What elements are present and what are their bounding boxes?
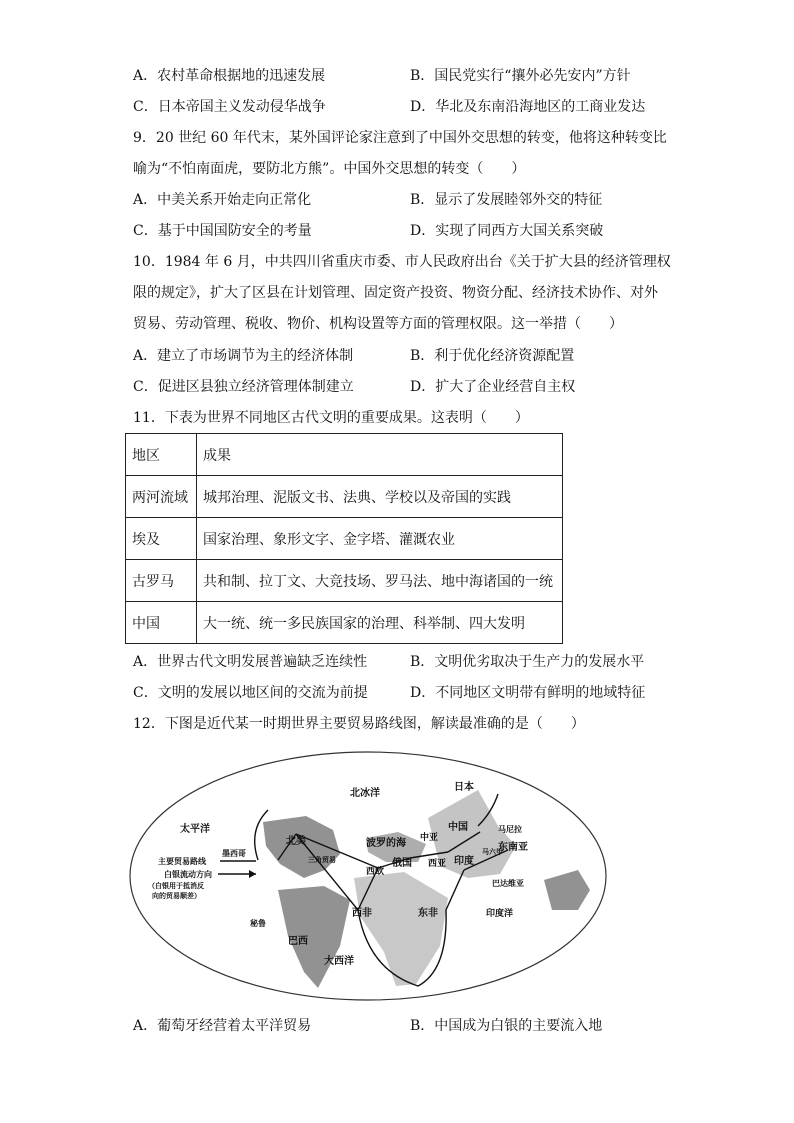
q10-option-b: B．利于优化经济资源配置 (410, 348, 575, 364)
table-cell: 埃及 (126, 518, 197, 560)
q11-option-b: B．文明优劣取决于生产力的发展水平 (410, 654, 645, 670)
q12-option-b: B．中国成为白银的主要流入地 (410, 1018, 603, 1034)
label-arctic: 北冰洋 (350, 788, 380, 799)
trade-route-map (128, 750, 608, 1002)
label-west-asia: 西亚 (428, 859, 447, 869)
q11-option-a: A．世界古代文明发展普遍缺乏连续性 (133, 654, 368, 670)
table-row (126, 602, 563, 644)
table-row (126, 476, 563, 518)
q12-option-a: A．葡萄牙经营着太平洋贸易 (133, 1018, 312, 1034)
q10-option-a: A．建立了市场调节为主的经济体制 (133, 348, 354, 364)
label-east-africa: 东非 (418, 908, 438, 919)
legend-silver-label: 白银流动方向 (164, 870, 212, 879)
table-cell: 古罗马 (126, 560, 197, 602)
q8-option-a: A．农村革命根据地的迅速发展 (133, 68, 326, 84)
legend-note-line1: （白银用于抵消反 (148, 882, 204, 890)
q8-option-b: B．国民党实行“攘外必先安内”方针 (410, 68, 631, 84)
q8-option-d: D．华北及东南沿海地区的工商业发达 (410, 99, 646, 115)
q11-stem: 11．下表为世界不同地区古代文明的重要成果。这表明（ ） (133, 410, 529, 426)
q12-stem: 12．下图是近代某一时期世界主要贸易路线图，解读最准确的是（ ） (133, 716, 585, 732)
q9-option-c: C．基于中国国防安全的考量 (133, 223, 312, 239)
q11-option-c: C．文明的发展以地区间的交流为前提 (133, 685, 368, 701)
table-cell: 共和制、拉丁文、大竞技场、罗马法、地中海诸国的一统 (197, 560, 563, 602)
label-brazil: 巴西 (288, 936, 308, 947)
label-mexico: 墨西哥 (222, 849, 246, 858)
q9-option-a: A．中美关系开始走向正常化 (133, 192, 312, 208)
civilization-table (125, 433, 563, 644)
label-batavia: 巴达维亚 (492, 879, 524, 888)
table-cell: 两河流域 (126, 476, 197, 518)
label-central-asia: 中亚 (420, 833, 439, 843)
q10-option-d: D．扩大了企业经营自主权 (410, 379, 576, 395)
label-china: 中国 (448, 822, 468, 833)
table-row (126, 560, 563, 602)
q10-stem-line1: 10．1984 年 6 月，中共四川省重庆市委、市人民政府出台《关于扩大县的经济管理权 (133, 254, 671, 270)
label-russia: 俄国 (392, 858, 412, 869)
q9-option-d: D．实现了同西方大国关系突破 (410, 223, 604, 239)
table-cell: 中国 (126, 602, 197, 644)
q8-option-c: C．日本帝国主义发动侵华战争 (133, 99, 326, 115)
q10-stem-line2: 限的规定》，扩大了区县在计划管理、固定资产投资、物资分配、经济技术协作、对外 (133, 285, 658, 301)
label-baltic: 波罗的海 (366, 838, 406, 849)
label-pacific: 太平洋 (180, 824, 210, 835)
label-manila: 马尼拉 (498, 825, 522, 834)
label-west-africa: 西非 (352, 908, 372, 919)
legend-note-line2: 向的贸易顺差） (152, 892, 201, 900)
table-cell: 国家治理、象形文字、金字塔、灌溉农业 (197, 518, 563, 560)
table-row (126, 518, 563, 560)
table-header-row (126, 434, 563, 476)
q10-option-c: C．促进区县独立经济管理体制建立 (133, 379, 354, 395)
table-header-cell: 地区 (126, 434, 197, 476)
table-cell: 大一统、统一多民族国家的治理、科举制、四大发明 (197, 602, 563, 644)
label-malacca: 马六甲 (482, 848, 503, 856)
q9-option-b: B．显示了发展睦邻外交的特征 (410, 192, 603, 208)
label-atlantic: 大西洋 (324, 956, 354, 967)
table-cell: 城邦治理、泥版文书、法典、学校以及帝国的实践 (197, 476, 563, 518)
q9-stem-line1: 9．20 世纪 60 年代末，某外国评论家注意到了中国外交思想的转变，他将这种转变比 (133, 130, 667, 146)
legend-route-label: 主要贸易路线 (158, 857, 206, 866)
table-header-cell: 成果 (197, 434, 563, 476)
q11-option-d: D．不同地区文明带有鲜明的地域特征 (410, 685, 646, 701)
label-japan: 日本 (454, 782, 474, 793)
label-peru: 秘鲁 (250, 919, 266, 928)
label-indian-ocean: 印度洋 (486, 909, 514, 919)
q10-stem-line3: 贸易、劳动管理、税收、物价、机构设置等方面的管理权限。这一举措（ ） (133, 316, 623, 332)
label-southeast-asia: 东南亚 (498, 842, 528, 853)
q9-stem-line2: 喻为“不怕南面虎，要防北方熊”。中国外交思想的转变（ ） (133, 161, 526, 177)
label-india: 印度 (454, 856, 474, 867)
label-north-america: 北美 (286, 836, 306, 847)
label-western-europe: 西欧 (366, 867, 385, 877)
label-triangle-trade: 三角贸易 (308, 856, 336, 864)
